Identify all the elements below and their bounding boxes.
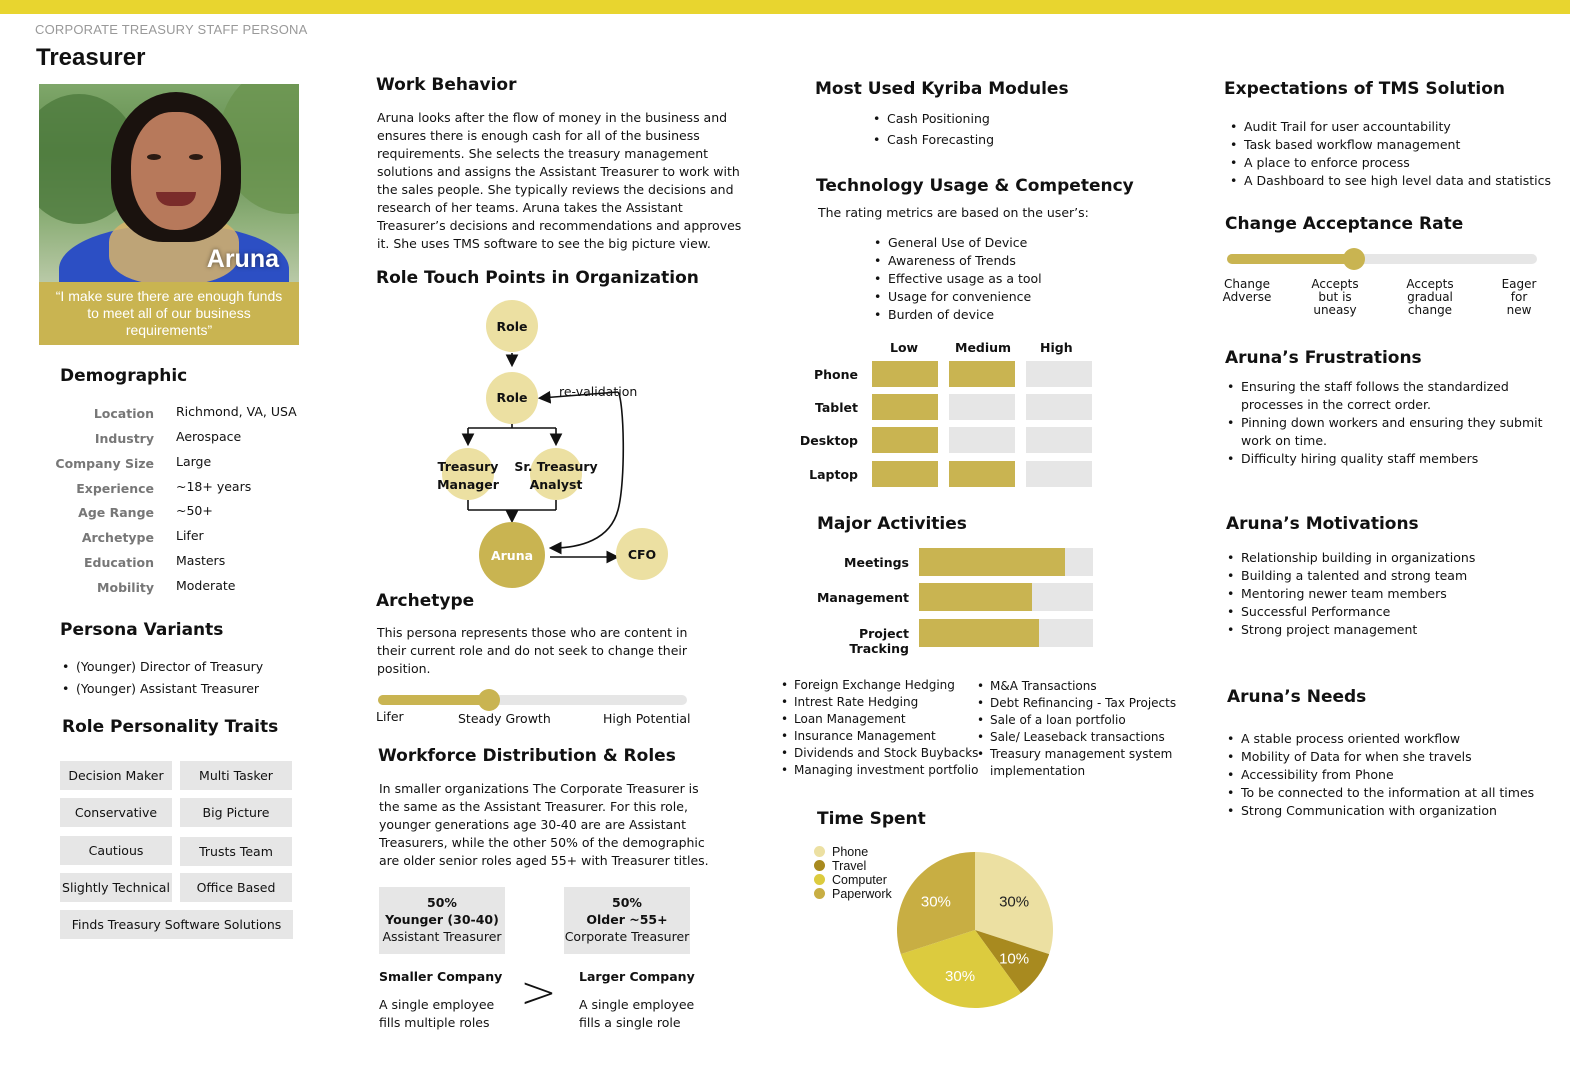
change-title: Change Acceptance Rate (1225, 214, 1464, 234)
page-title: Treasurer (36, 44, 146, 71)
modules-list (873, 108, 994, 150)
activity-item: • Debt Refinancing - Tax Projects (977, 695, 1176, 712)
touch-points-title: Role Touch Points in Organization (376, 268, 699, 288)
larger-company-text (579, 996, 694, 1032)
activity-item: • Intrest Rate Hedging (781, 694, 978, 711)
need-item: • Strong Communication with organization (1227, 802, 1534, 820)
demo-label: Education (84, 555, 154, 570)
workforce-text (379, 780, 709, 870)
node-label: CFO (627, 547, 657, 562)
text-line: their current role and do not seek to change their (377, 643, 688, 658)
text-line: A single employee (379, 997, 495, 1012)
org-diagram (420, 300, 690, 595)
legend-swatch (814, 846, 825, 857)
tech-rating-cell (949, 394, 1015, 420)
tech-rating-cell (1026, 361, 1092, 387)
module-item: • Cash Forecasting (873, 129, 994, 150)
node-label: Role (496, 390, 528, 405)
text-line: younger generations age 30-40 are are Assistant (379, 817, 686, 832)
change-label-uneasy (1300, 278, 1370, 317)
demo-label: Company Size (55, 456, 154, 471)
modules-title: Most Used Kyriba Modules (815, 79, 1069, 99)
legend-label: Paperwork (832, 887, 892, 901)
motivation-item: • Relationship building in organizations (1227, 549, 1475, 567)
trait-chip: Slightly Technical (60, 873, 172, 902)
tech-rating-cell (949, 361, 1015, 387)
box-role: Corporate Treasurer (564, 929, 690, 944)
motivations-list (1227, 549, 1475, 639)
tech-metric-item: • Burden of device (874, 306, 1042, 324)
text-line: solutions and assigns the Assistant Treasurer to work with (377, 164, 740, 179)
needs-title: Aruna’s Needs (1227, 687, 1367, 707)
node-label: Sr. Treasury (514, 459, 598, 474)
demo-label: Experience (76, 481, 154, 496)
frustrations-list (1227, 378, 1543, 468)
tech-col-low: Low (890, 340, 919, 355)
label-line: Adverse (1222, 290, 1272, 304)
frustration-item-continued: work on time. (1241, 433, 1327, 448)
need-item: • To be connected to the information at all times (1227, 784, 1534, 802)
expectation-item: • A Dashboard to see high level data and statistics (1230, 172, 1551, 190)
activity-item: • Managing investment portfolio (781, 762, 978, 779)
demo-value: ~50+ (176, 503, 213, 518)
time-spent-pie-chart (890, 845, 1060, 1015)
box-pct: 50% (612, 895, 642, 910)
frustration-item: • Ensuring the staff follows the standardized (1227, 378, 1543, 396)
demo-value: Aerospace (176, 429, 242, 444)
text-line: requirements. She selects the treasury management (377, 146, 709, 161)
demo-value: ~18+ years (176, 479, 252, 494)
tech-title: Technology Usage & Competency (816, 176, 1134, 196)
expectations-list (1230, 118, 1551, 190)
box-pct: 50% (427, 895, 457, 910)
smaller-company-title: Smaller Company (379, 969, 503, 984)
expectations-title: Expectations of TMS Solution (1224, 79, 1505, 99)
motivation-item: • Mentoring newer team members (1227, 585, 1475, 603)
demo-value: Lifer (176, 528, 204, 543)
tech-rating-cell (872, 394, 938, 420)
activity-item: • Sale of a loan portfolio (977, 712, 1176, 729)
change-label-gradual (1395, 278, 1465, 317)
node-label: Treasury (437, 459, 499, 474)
text-line: research of her teams. Aruna takes the Assistant (377, 200, 683, 215)
need-item: • A stable process oriented workflow (1227, 730, 1534, 748)
tech-metric-item: • Usage for convenience (874, 288, 1042, 306)
legend-label: Travel (832, 859, 867, 873)
change-label-eager (1484, 278, 1554, 317)
activity-bar-label: Management (816, 590, 909, 605)
label-line: Eager (1501, 277, 1537, 291)
text-line: position. (377, 661, 431, 676)
demo-value: Masters (176, 553, 226, 568)
tech-metric-item: • Awareness of Trends (874, 252, 1042, 270)
revalidation-label: re-validation (559, 384, 638, 399)
archetype-label-steady: Steady Growth (458, 711, 551, 726)
motivations-title: Aruna’s Motivations (1226, 514, 1419, 534)
demo-value: Moderate (176, 578, 236, 593)
trait-chip: Finds Treasury Software Solutions (60, 910, 293, 939)
tech-rating-cell (1026, 394, 1092, 420)
activity-bar-fill (919, 619, 1039, 647)
expectation-item: • Audit Trail for user accountability (1230, 118, 1551, 136)
workforce-box-older (564, 887, 690, 954)
demo-label: Location (93, 406, 154, 421)
trait-chip: Conservative (60, 798, 172, 827)
text-line: In smaller organizations The Corporate Treasurer is (379, 781, 699, 796)
box-group: Younger (30-40) (385, 912, 499, 927)
activity-item: • Foreign Exchange Hedging (781, 677, 978, 694)
pie-slice-label: 30% (920, 893, 951, 911)
tech-intro: The rating metrics are based on the user’s: (818, 205, 1089, 220)
persona-quote: “I make sure there are enough funds to meet all of our business requirements” (39, 282, 299, 345)
archetype-title: Archetype (376, 591, 475, 611)
tech-metric-item: • Effective usage as a tool (874, 270, 1042, 288)
demographic-table (0, 404, 340, 604)
tech-rating-cell (949, 427, 1015, 453)
module-item: • Cash Positioning (873, 108, 994, 129)
activity-item: • Loan Management (781, 711, 978, 728)
change-slider-fill (1227, 254, 1354, 264)
archetype-slider-fill (378, 695, 489, 705)
activity-item: • M&A Transactions (977, 678, 1176, 695)
persona-kicker: CORPORATE TREASURY STAFF PERSONA (35, 22, 308, 37)
activity-item: • Treasury management system (977, 746, 1176, 763)
legend-swatch (814, 888, 825, 899)
workforce-title: Workforce Distribution & Roles (378, 746, 676, 766)
activity-bar-fill (919, 548, 1065, 576)
top-accent-bar (0, 0, 1570, 14)
text-line: ensures there is enough cash for all of the business (377, 128, 700, 143)
label-line: for (1510, 290, 1528, 304)
motivation-item: • Strong project management (1227, 621, 1475, 639)
label-line: change (1407, 303, 1453, 317)
archetype-slider-knob (478, 689, 500, 711)
variant-item: • (Younger) Assistant Treasurer (62, 678, 263, 700)
frustration-item: • Difficulty hiring quality staff members (1227, 450, 1543, 468)
label-line: uneasy (1313, 303, 1357, 317)
label-line: new (1506, 303, 1532, 317)
greater-than-symbol: > (520, 967, 557, 1018)
label-line: Accepts (1311, 277, 1359, 291)
tech-device-label: Laptop (809, 467, 858, 482)
legend-swatch (814, 860, 825, 871)
smaller-company-text (379, 996, 494, 1032)
archetype-label-high: High Potential (603, 711, 691, 726)
demo-label: Archetype (81, 530, 154, 545)
tech-col-high: High (1040, 340, 1073, 355)
tech-rating-cell (872, 361, 938, 387)
pie-slice-label: 30% (999, 893, 1030, 911)
activities-title: Major Activities (817, 514, 967, 534)
activity-bar-label: Meetings (844, 555, 909, 570)
tech-rating-cell (949, 461, 1015, 487)
pie-slice-label: 10% (999, 950, 1030, 968)
activity-bar-fill (919, 583, 1032, 611)
persona-name: Aruna (206, 245, 279, 273)
legend-item-paperwork (814, 887, 892, 901)
frustrations-title: Aruna’s Frustrations (1225, 348, 1422, 368)
text-line: This persona represents those who are content in (377, 625, 688, 640)
tech-device-label: Desktop (799, 433, 858, 448)
legend-swatch (814, 874, 825, 885)
trait-chip: Cautious (60, 836, 172, 865)
node-label: Analyst (529, 477, 583, 492)
demo-label: Age Range (78, 505, 154, 520)
demo-label: Mobility (97, 580, 154, 595)
work-behavior-text (377, 109, 741, 253)
text-line: A single employee (579, 997, 695, 1012)
need-item: • Mobility of Data for when she travels (1227, 748, 1534, 766)
activities-list-left (781, 677, 978, 779)
legend-item-computer (814, 873, 887, 887)
text-line: the sales people. She typically reviews the decisions and (377, 182, 734, 197)
variants-title: Persona Variants (60, 620, 224, 640)
frustration-item-continued: processes in the correct order. (1241, 397, 1431, 412)
work-behavior-title: Work Behavior (376, 75, 517, 95)
trait-chip: Big Picture (180, 798, 292, 827)
text-line: fills a single role (579, 1015, 681, 1030)
node-label: Role (496, 319, 528, 334)
tech-device-label: Tablet (814, 400, 858, 415)
tech-col-medium: Medium (955, 340, 1012, 355)
time-spent-title: Time Spent (817, 809, 926, 829)
label-line: gradual (1407, 290, 1453, 304)
expectation-item: • Task based workflow management (1230, 136, 1551, 154)
demo-value: Richmond, VA, USA (176, 404, 297, 419)
demo-label: Industry (94, 431, 154, 446)
activities-list-right (977, 678, 1176, 780)
trait-chip: Decision Maker (60, 761, 172, 790)
tech-metrics-list (874, 234, 1042, 324)
expectation-item: • A place to enforce process (1230, 154, 1551, 172)
tech-device-label: Phone (813, 367, 858, 382)
text-line: fills multiple roles (379, 1015, 490, 1030)
text-line: are older senior roles aged 55+ with Treasurer titles. (379, 853, 709, 868)
tech-rating-cell (1026, 461, 1092, 487)
activity-bar-label: Project Tracking (849, 626, 909, 656)
archetype-label-lifer: Lifer (376, 709, 404, 724)
frustration-item: • Pinning down workers and ensuring they submit (1227, 414, 1543, 432)
node-label: Manager (437, 477, 499, 492)
box-group: Older ~55+ (586, 912, 668, 927)
activity-item-continued: implementation (990, 764, 1086, 778)
activity-item: • Insurance Management (781, 728, 978, 745)
analyst-node (530, 448, 582, 500)
larger-company-title: Larger Company (579, 969, 695, 984)
activity-item: • Sale/ Leaseback transactions (977, 729, 1176, 746)
box-role: Assistant Treasurer (382, 929, 502, 944)
legend-item-phone (814, 845, 868, 859)
text-line: it. She uses TMS software to see the big picture view. (377, 236, 711, 251)
node-label: Aruna (490, 548, 534, 563)
variant-item: • (Younger) Director of Treasury (62, 656, 263, 678)
trait-chip: Office Based (180, 873, 292, 902)
persona-photo (39, 84, 299, 282)
text-line: Treasurer’s decisions and recommendations and approves (377, 218, 742, 233)
trait-chip: Multi Tasker (180, 761, 292, 790)
tech-metric-item: • General Use of Device (874, 234, 1042, 252)
tech-rating-cell (872, 461, 938, 487)
archetype-text (377, 624, 687, 678)
demo-value: Large (176, 454, 212, 469)
tech-rating-cell (1026, 427, 1092, 453)
pie-slice-label: 30% (945, 967, 976, 985)
change-label-adverse (1212, 278, 1282, 304)
text-line: Aruna looks after the flow of money in the business and (377, 110, 728, 125)
legend-label: Phone (832, 845, 869, 859)
tech-rating-cell (872, 427, 938, 453)
traits-title: Role Personality Traits (62, 717, 279, 737)
change-slider-knob (1343, 248, 1365, 270)
label-line: Change (1224, 277, 1270, 291)
label-line: but is (1318, 290, 1352, 304)
legend-item-travel (814, 859, 866, 873)
activity-item: • Dividends and Stock Buybacks (781, 745, 978, 762)
motivation-item: • Building a talented and strong team (1227, 567, 1475, 585)
treasury-manager-node (442, 448, 494, 500)
text-line: the same as the Assistant Treasurer. For this role, (379, 799, 688, 814)
motivation-item: • Successful Performance (1227, 603, 1475, 621)
label-line: Accepts (1406, 277, 1454, 291)
demographic-title: Demographic (60, 366, 188, 386)
text-line: Treasurers, while the other 50% of the demographic (379, 835, 705, 850)
legend-label: Computer (832, 873, 887, 887)
trait-chip: Trusts Team (180, 837, 292, 866)
needs-list (1227, 730, 1534, 820)
workforce-box-younger (379, 887, 505, 954)
variants-list (62, 656, 263, 700)
need-item: • Accessibility from Phone (1227, 766, 1534, 784)
